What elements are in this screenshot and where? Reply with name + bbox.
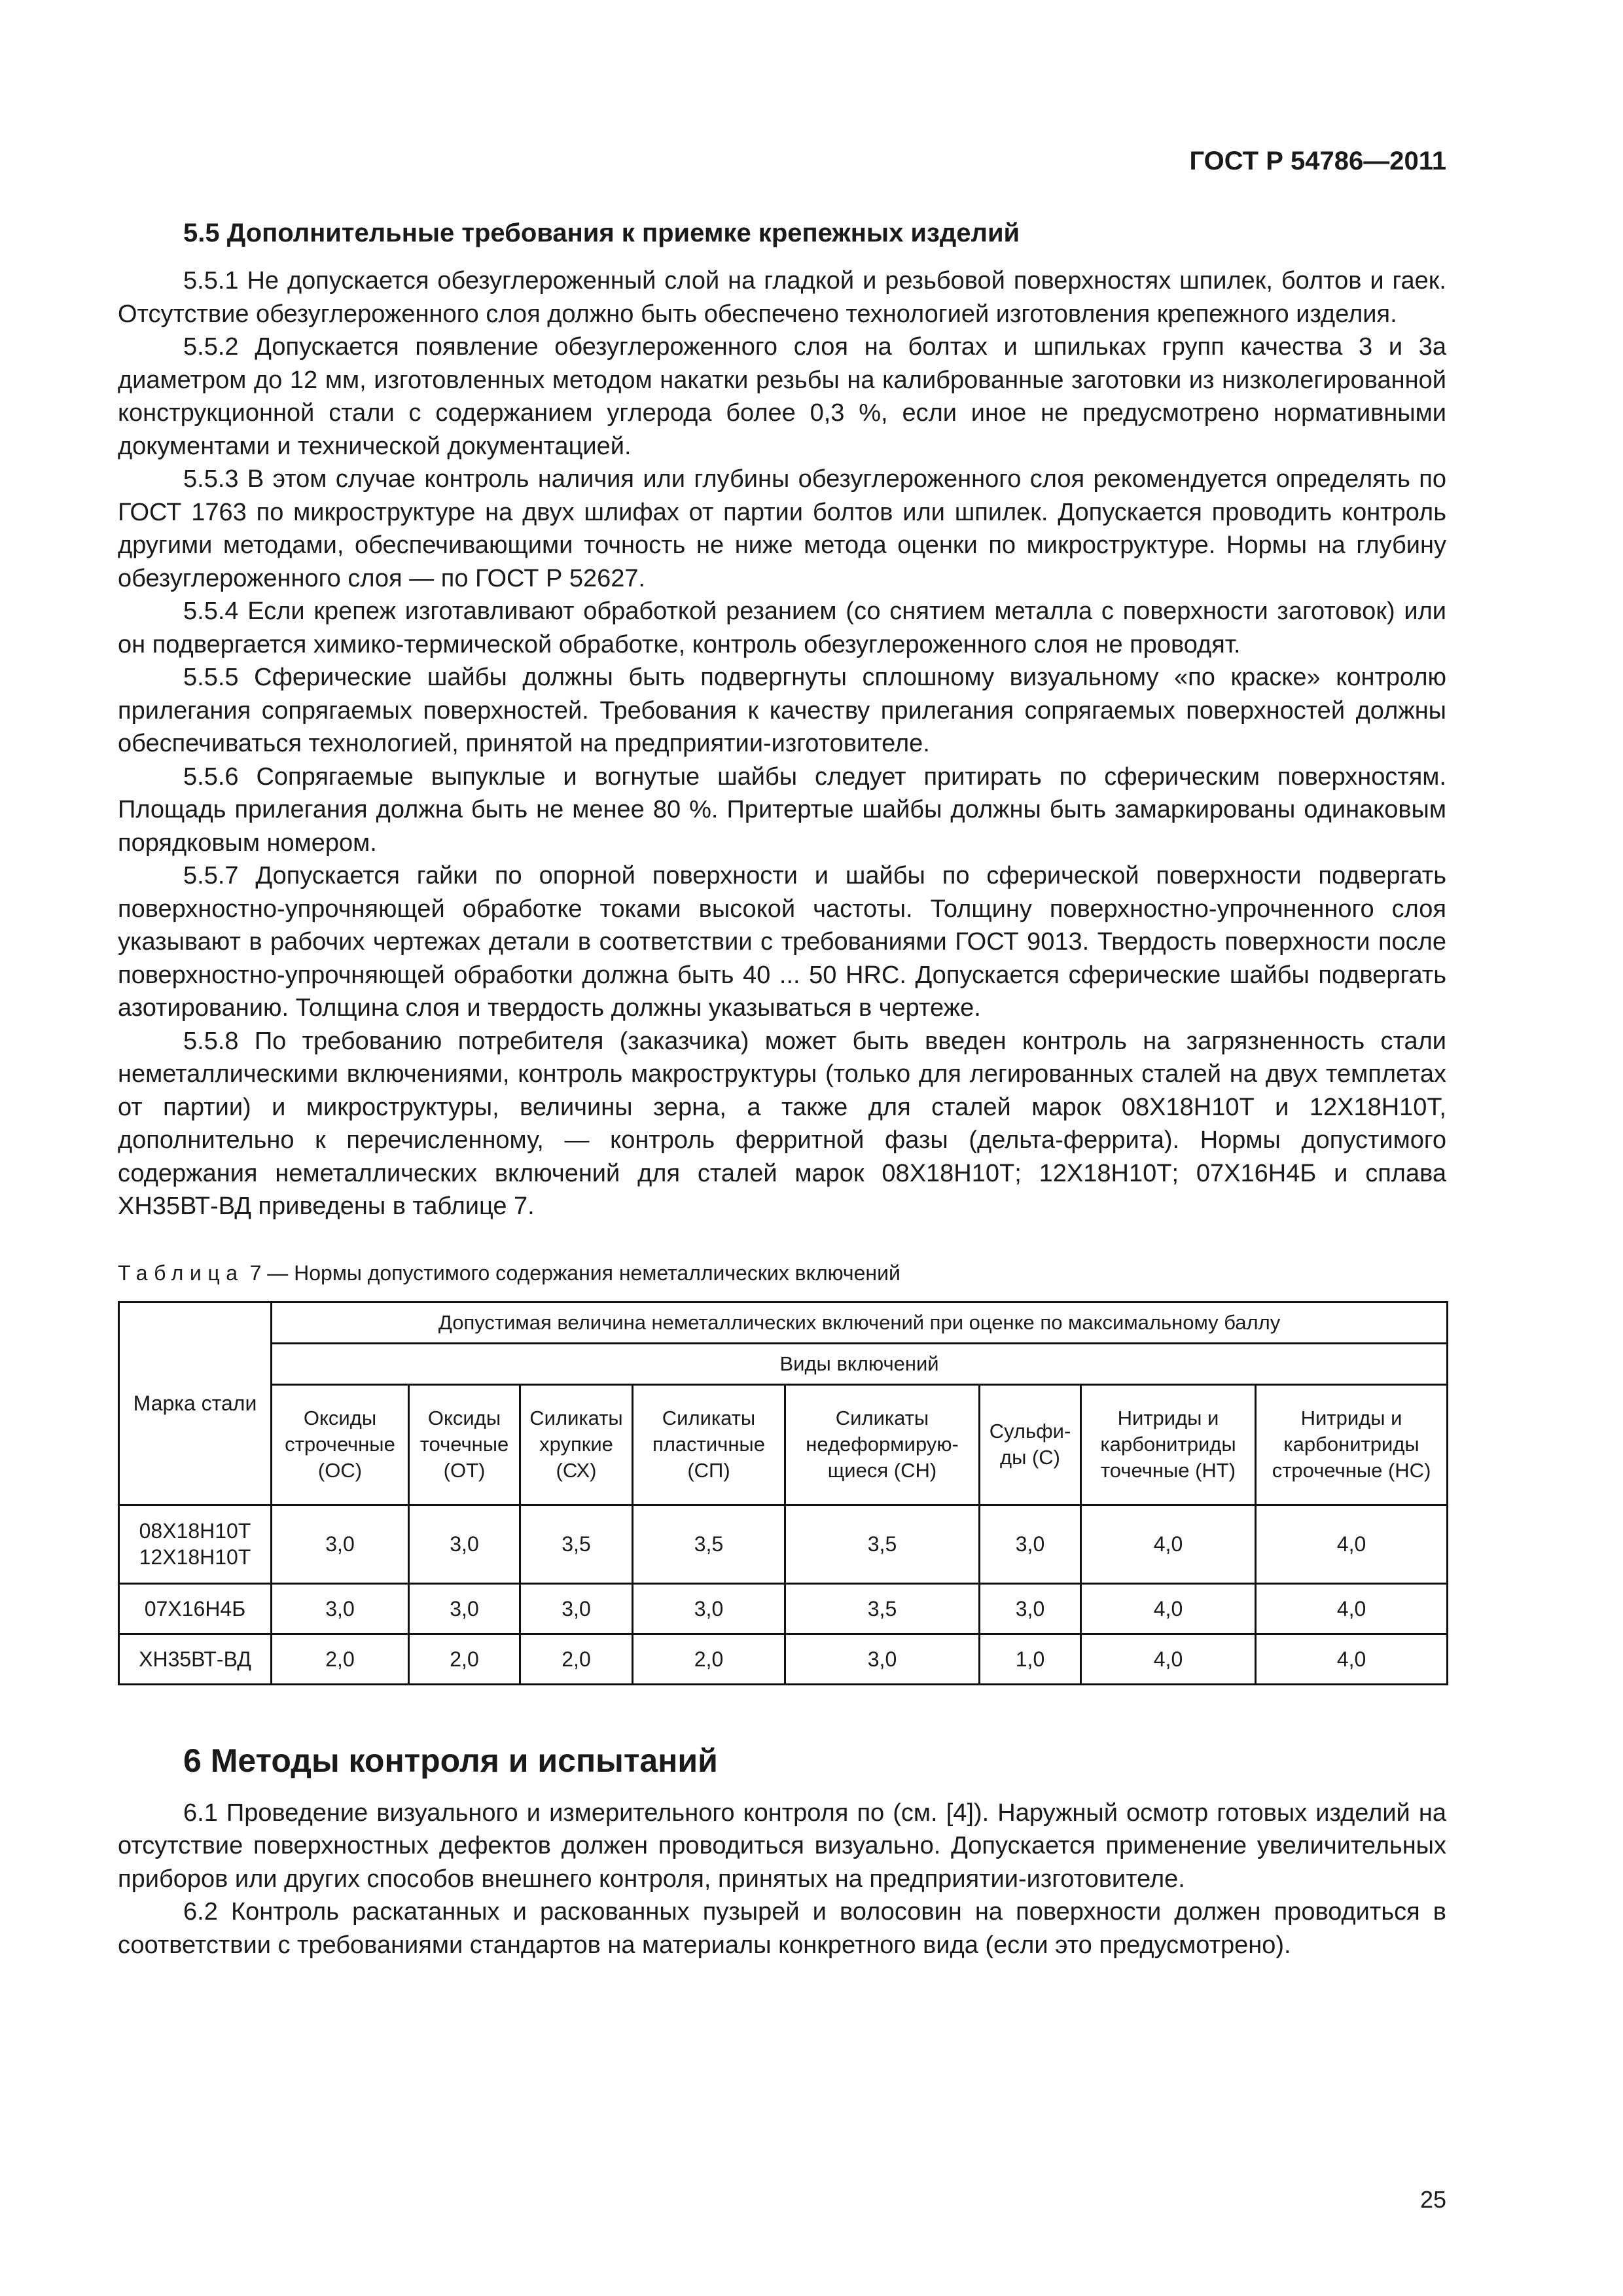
table-cell: 4,0 bbox=[1081, 1634, 1256, 1684]
table-cell: 4,0 bbox=[1256, 1505, 1448, 1583]
table-cell: 3,0 bbox=[785, 1634, 980, 1684]
table-cell: 4,0 bbox=[1081, 1505, 1256, 1583]
table-caption-text: 7 — Нормы допустимого содержания неметаллических включений bbox=[249, 1261, 901, 1285]
table-row bbox=[119, 1583, 1448, 1634]
table-cell: 2,0 bbox=[633, 1634, 785, 1684]
table-cell: 2,0 bbox=[409, 1634, 520, 1684]
table-cell: 2,0 bbox=[520, 1634, 633, 1684]
header-col-ns: Нитриды и карбонитриды строчечные (НС) bbox=[1256, 1384, 1448, 1505]
header-col-nt: Нитриды и карбонитриды точечные (НТ) bbox=[1081, 1384, 1256, 1505]
row-grade: ХН35ВТ-ВД bbox=[119, 1634, 272, 1684]
paragraph-5-5-5: 5.5.5 Сферические шайбы должны быть подвергнуты сплошному визуальному «по краске» контролю прилегания сопрягаемых поверхностей. Требования к качеству прилегания сопрягаемых поверхностей должны обеспечиваться технологией, принятой на предприятии-изготовителе. bbox=[118, 664, 1446, 757]
inclusions-table bbox=[118, 1301, 1448, 1685]
table-cell: 3,0 bbox=[272, 1583, 409, 1634]
paragraph-5-5-8: 5.5.8 По требованию потребителя (заказчика) может быть введен контроль на загрязненность стали неметаллическими включениями, контроль макроструктуры (только для легированных сталей на двух темплетах от партии) и микроструктуры, величины зерна, а также для сталей марок 08Х18Н10Т и 12Х18Н10Т, дополнительно к перечисленному, — контроль ферритной фазы (дельта-феррита). Нормы допустимого содержания неметаллических включений для сталей марок 08Х18Н10Т; 12Х18Н10Т; 07Х16Н4Б и сплава ХН35ВТ-ВД приведены в таблице 7. bbox=[118, 1027, 1446, 1220]
table-cell: 3,0 bbox=[272, 1505, 409, 1583]
table-row bbox=[119, 1505, 1448, 1583]
table-cell: 3,0 bbox=[520, 1583, 633, 1634]
header-group: Допустимая величина неметаллических включений при оценке по максимальному баллу bbox=[272, 1302, 1448, 1343]
header-col-os: Оксиды строчечные (ОС) bbox=[272, 1384, 409, 1505]
table-cell: 3,0 bbox=[633, 1583, 785, 1634]
table-cell: 3,0 bbox=[980, 1505, 1081, 1583]
table-cell: 3,5 bbox=[520, 1505, 633, 1583]
header-col-sp: Силикаты пластичные (СП) bbox=[633, 1384, 785, 1505]
page-number: 25 bbox=[1419, 2186, 1446, 2213]
table-caption bbox=[118, 1261, 1446, 1285]
table-cell: 3,5 bbox=[785, 1583, 980, 1634]
paragraph-5-5-3: 5.5.3 В этом случае контроль наличия или глубины обезуглероженного слоя рекомендуется определять по ГОСТ 1763 по микроструктуре на двух шлифах от партии болтов или шпилек. Допускается проводить контроль другими методами, обеспечивающими точность не ниже метода оценки по микроструктуре. Нормы на глубину обезуглероженного слоя — по ГОСТ Р 52627. bbox=[118, 465, 1446, 592]
table-cell: 3,5 bbox=[633, 1505, 785, 1583]
paragraph-5-5-6: 5.5.6 Сопрягаемые выпуклые и вогнутые шайбы следует притирать по сферическим поверхностям. Площадь прилегания должна быть не менее 80 %. Притертые шайбы должны быть замаркированы одинаковым порядковым номером. bbox=[118, 762, 1446, 857]
table-cell: 1,0 bbox=[980, 1634, 1081, 1684]
document-code: ГОСТ Р 54786—2011 bbox=[1189, 147, 1446, 175]
table-cell: 4,0 bbox=[1256, 1583, 1448, 1634]
table-row bbox=[119, 1634, 1448, 1684]
section-6-title: 6 Методы контроля и испытаний bbox=[183, 1742, 718, 1779]
page-content bbox=[118, 216, 1446, 1962]
table-cell: 2,0 bbox=[272, 1634, 409, 1684]
header-steel-grade: Марка стали bbox=[119, 1302, 272, 1505]
section-5-5-title: 5.5 Дополнительные требования к приемке крепежных изделий bbox=[183, 219, 1020, 247]
table-cell: 3,0 bbox=[409, 1583, 520, 1634]
table-cell: 4,0 bbox=[1081, 1583, 1256, 1634]
row-grade: 08Х18Н10Т 12Х18Н10Т bbox=[119, 1505, 272, 1583]
table-cell: 3,0 bbox=[409, 1505, 520, 1583]
table-cell: 3,0 bbox=[980, 1583, 1081, 1634]
table-caption-label: Таблица bbox=[118, 1261, 244, 1285]
paragraph-6-2: 6.2 Контроль раскатанных и раскованных пузырей и волосовин на поверхности должен проводиться в соответствии с требованиями стандартов на материалы конкретного вида (если это предусмотрено). bbox=[118, 1898, 1446, 1959]
row-grade: 07Х16Н4Б bbox=[119, 1583, 272, 1634]
header-col-c: Сульфи-ды (С) bbox=[980, 1384, 1081, 1505]
header-col-sn: Силикаты недеформирую-щиеся (СН) bbox=[785, 1384, 980, 1505]
paragraph-5-5-4: 5.5.4 Если крепеж изготавливают обработкой резанием (со снятием металла с поверхности заготовок) или он подвергается химико-термической обработке, контроль обезуглероженного слоя не проводят. bbox=[118, 598, 1446, 658]
paragraph-5-5-2: 5.5.2 Допускается появление обезуглероженного слоя на болтах и шпильках групп качества 3 и 3а диаметром до 12 мм, изготовленных методом накатки резьбы на калиброванные заготовки из низколегированной конструкционной стали с содержанием углерода более 0,3 %, если иное не предусмотрено нормативными документами и технической документацией. bbox=[118, 333, 1446, 460]
table-cell: 4,0 bbox=[1256, 1634, 1448, 1684]
paragraph-5-5-1: 5.5.1 Не допускается обезуглероженный слой на гладкой и резьбовой поверхностях шпилек, болтов и гаек. Отсутствие обезуглероженного слоя должно быть обеспечено технологией изготовления крепежного изделия. bbox=[118, 267, 1446, 328]
header-subgroup: Виды включений bbox=[272, 1343, 1448, 1384]
paragraph-6-1: 6.1 Проведение визуального и измерительного контроля по (см. [4]). Наружный осмотр готовых изделий на отсутствие поверхностных дефектов должен проводиться визуально. Допускается применение увеличительных приборов или других способов внешнего контроля, принятых на предприятии-изготовителе. bbox=[118, 1799, 1446, 1893]
header-col-ot: Оксиды точечные (ОТ) bbox=[409, 1384, 520, 1505]
table-cell: 3,5 bbox=[785, 1505, 980, 1583]
paragraph-5-5-7: 5.5.7 Допускается гайки по опорной поверхности и шайбы по сферической поверхности подвергать поверхностно-упрочняющей обработке токами высокой частоты. Толщину поверхностно-упрочненного слоя указывают в рабочих чертежах детали в соответствии с требованиями ГОСТ 9013. Твердость поверхности после поверхностно-упрочняющей обработки должна быть 40 ... 50 HRC. Допускается сферические шайбы подвергать азотированию. Толщина слоя и твердость должны указываться в чертеже. bbox=[118, 862, 1446, 1022]
header-col-sx: Силикаты хрупкие (СХ) bbox=[520, 1384, 633, 1505]
